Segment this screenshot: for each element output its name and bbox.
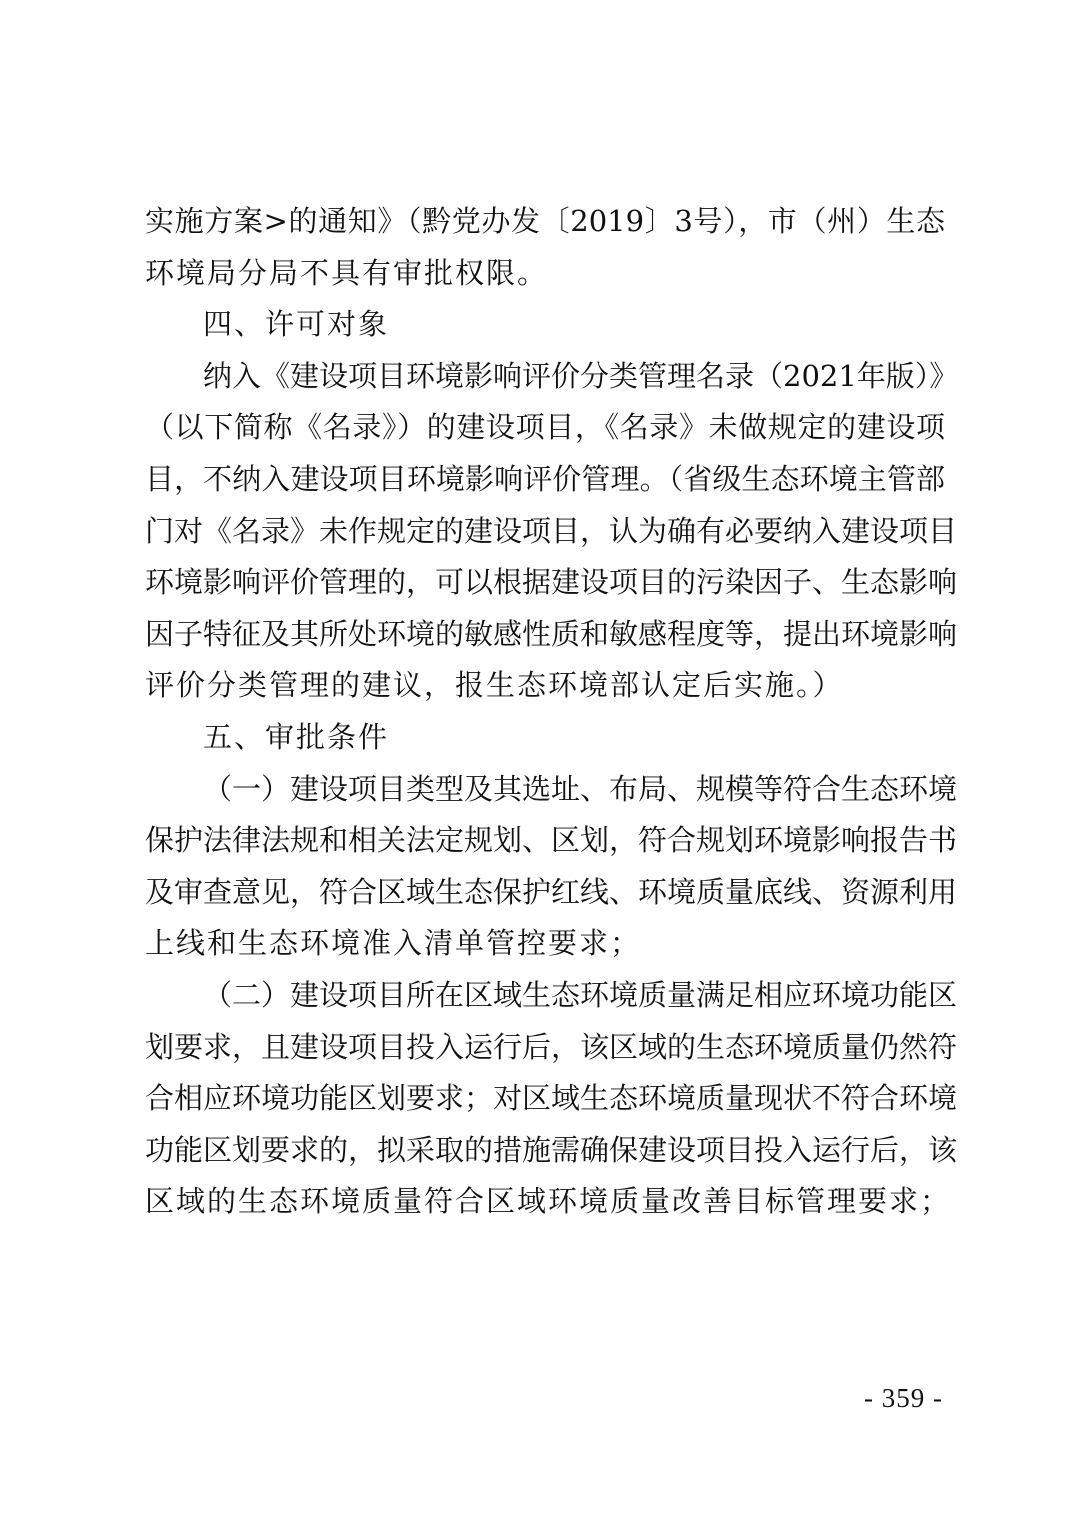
paragraph-line: 纳入《建设项目环境影响评价分类管理名录（2021年版）》 (203, 358, 959, 393)
paragraph-line: 环境局分局不具有审批权限。 (145, 255, 549, 290)
paragraph-line: 及审查意见，符合区域生态保护红线、环境质量底线、资源利用 (145, 874, 958, 909)
paragraph-line: 因子特征及其所处环境的敏感性质和敏感程度等，提出环境影响 (145, 616, 958, 651)
section-heading-approval-conditions: 五、审批条件 (203, 719, 390, 754)
paragraph-line: 划要求，且建设项目投入运行后，该区域的生态环境质量仍然符 (145, 1029, 958, 1064)
paragraph-line: 合相应环境功能区划要求；对区域生态环境质量现状不符合环境 (145, 1081, 958, 1116)
section-heading-license-object: 四、许可对象 (203, 307, 390, 342)
paragraph-line: （以下简称《名录》）的建设项目，《名录》未做规定的建设项 (145, 410, 945, 445)
paragraph-line: （二）建设项目所在区域生态环境质量满足相应环境功能区 (203, 977, 958, 1012)
paragraph-line: 环境影响评价管理的，可以根据建设项目的污染因子、生态影响 (145, 565, 958, 600)
paragraph-line: 目，不纳入建设项目环境影响评价管理。（省级生态环境主管部 (145, 461, 945, 496)
document-body (145, 196, 959, 1228)
paragraph-line: 上线和生态环境准入清单管控要求； (145, 926, 642, 961)
paragraph-line: 区域的生态环境质量符合区域环境质量改善目标管理要求； (145, 1184, 952, 1219)
page-number: - 359 - (864, 1383, 943, 1413)
paragraph-line: 实施方案>的通知》（黔党办发〔2019〕3号），市（州）生态 (145, 204, 945, 238)
paragraph-line: 评价分类管理的建议，报生态环境部认定后实施。） (145, 668, 844, 703)
paragraph-line: 保护法律法规和相关法定规划、区划，符合规划环境影响报告书 (145, 823, 958, 858)
paragraph-line: 功能区划要求的，拟采取的措施需确保建设项目投入运行后，该 (145, 1132, 958, 1167)
paragraph-line: （一）建设项目类型及其选址、布局、规模等符合生态环境 (203, 771, 958, 806)
paragraph-line: 门对《名录》未作规定的建设项目，认为确有必要纳入建设项目 (145, 513, 958, 548)
